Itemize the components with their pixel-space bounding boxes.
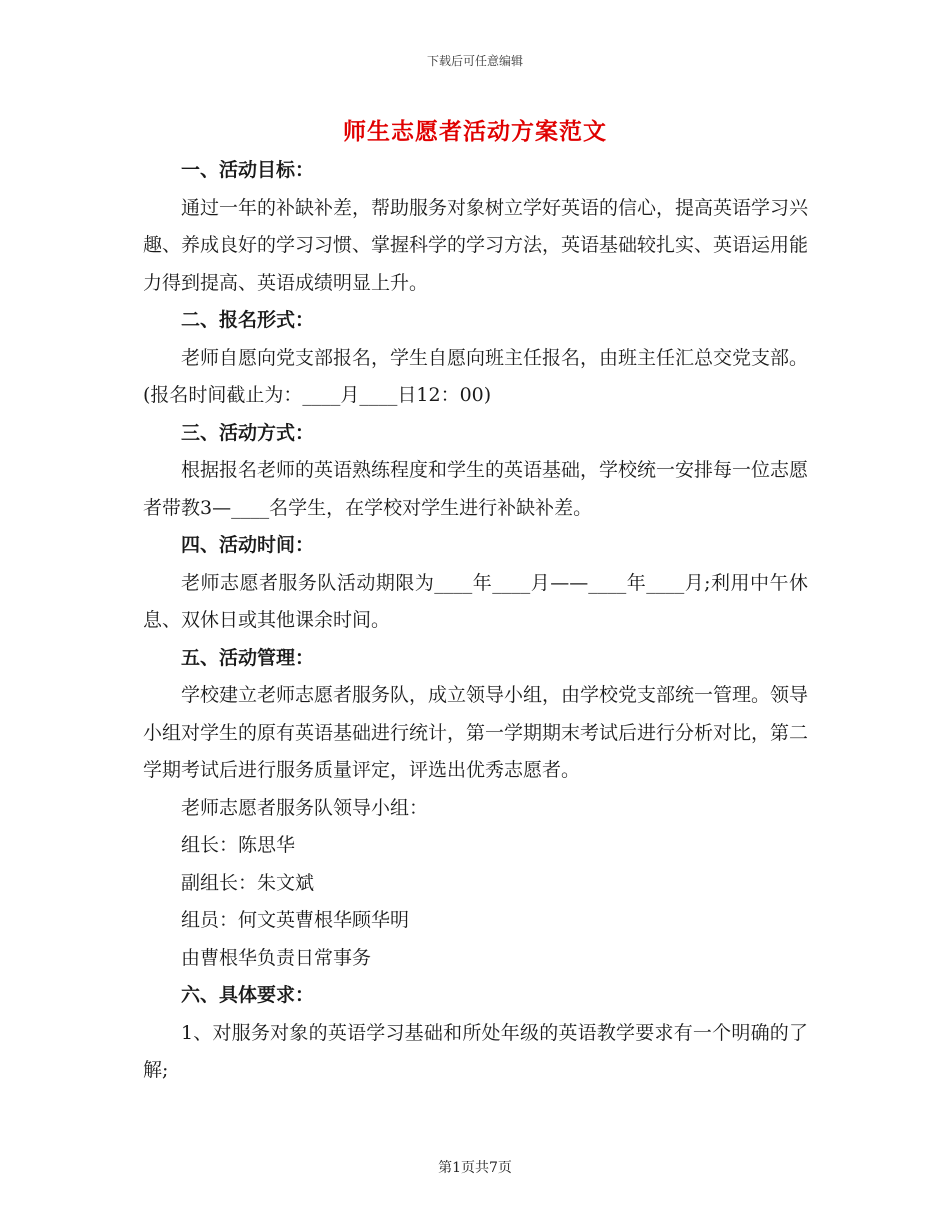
daily-affairs-note: 由曹根华负责日常事务 (181, 946, 372, 969)
paragraph-management: 学校建立老师志愿者服务队，成立领导小组，由学校党支部统一管理。领导小组对学生的原有英语基础进行统计，第一学期期末考试后进行分析对比，第二学期考试后进行服务质量评定，评选出优秀志愿者。 (143, 684, 809, 781)
section-heading-method: 三、活动方式： (181, 421, 315, 444)
document-body (143, 152, 808, 1090)
section-heading-registration: 二、报名形式： (181, 309, 315, 331)
paragraph-time: 老师志愿者服务队活动期限为____年____月——____年____月;利用中午休息、双休日或其他课余时间。 (143, 571, 808, 631)
page-header-note: 下载后可任意编辑 (426, 54, 523, 68)
group-members: 组员：何文英曹根华顾华明 (181, 909, 410, 931)
paragraph-registration: 老师自愿向党支部报名，学生自愿向班主任报名，由班主任汇总交党支部。(报名时间截止为：____月____日12：00) (143, 346, 809, 406)
leadership-group-title: 老师志愿者服务队领导小组： (181, 796, 429, 819)
section-heading-goals: 一、活动目标： (181, 159, 315, 181)
section-heading-management: 五、活动管理： (181, 646, 315, 669)
paragraph-requirement-1: 1、对服务对象的英语学习基础和所处年级的英语教学要求有一个明确的了解; (143, 1021, 808, 1081)
paragraph-goals: 通过一年的补缺补差，帮助服务对象树立学好英语的信心，提高英语学习兴趣、养成良好的学习习惯、掌握科学的学习方法，英语基础较扎实、英语运用能力得到提高、英语成绩明显上升。 (143, 196, 809, 294)
paragraph-method: 根据报名老师的英语熟练程度和学生的英语基础，学校统一安排每一位志愿者带教3—____名学生，在学校对学生进行补缺补差。 (143, 459, 809, 519)
page-number: 第1页共7页 (438, 1160, 512, 1176)
deputy-group-leader: 副组长：朱文斌 (181, 871, 315, 894)
document-title: 师生志愿者活动方案范文 (343, 118, 607, 145)
section-heading-time: 四、活动时间： (181, 534, 315, 556)
section-heading-requirements: 六、具体要求： (181, 984, 315, 1006)
group-leader: 组长：陈思华 (181, 834, 296, 856)
